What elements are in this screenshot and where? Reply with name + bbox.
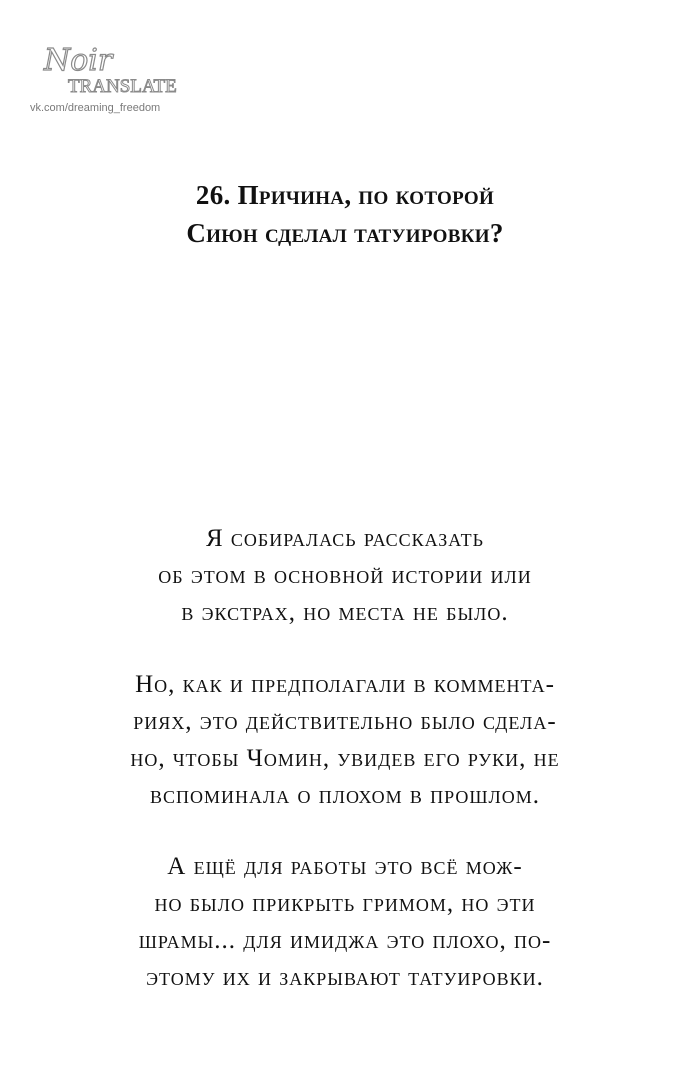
text-line: А ещё для работы это всё мож- <box>167 853 523 880</box>
title-line: 26. Причина, по которой <box>195 180 495 210</box>
text-line: этому их и закрывают татуировки. <box>146 964 544 991</box>
text-line: в экстрах, но места не было. <box>181 599 509 626</box>
noir-translate-logo <box>38 40 188 102</box>
translator-watermark <box>30 40 190 120</box>
title-line: Сиюн сделал татуировки? <box>186 218 504 248</box>
logo-translate-text: TRANSLATE <box>68 76 177 97</box>
text-line: шрамы... для имиджа это плохо, по- <box>138 927 552 954</box>
text-line: риях, это действительно было сдела- <box>133 708 557 735</box>
text-line: Но, как и предполагали в коммента- <box>135 671 555 698</box>
text-line: об этом в основной истории или <box>158 562 532 589</box>
answer-paragraph-3 <box>0 848 690 996</box>
answer-paragraph-2 <box>0 666 690 814</box>
answer-paragraph-1 <box>0 520 690 631</box>
text-line: но, чтобы Чомин, увидев его руки, не <box>130 745 560 772</box>
watermark-url: vk.com/dreaming_freedom <box>30 102 161 114</box>
logo-script-text: Noir <box>44 43 113 78</box>
text-line: Я собиралась рассказать <box>205 525 485 552</box>
text-line: но было прикрыть гримом, но эти <box>154 890 536 917</box>
question-title <box>0 176 690 252</box>
text-line: вспоминала о плохом в прошлом. <box>150 782 540 809</box>
